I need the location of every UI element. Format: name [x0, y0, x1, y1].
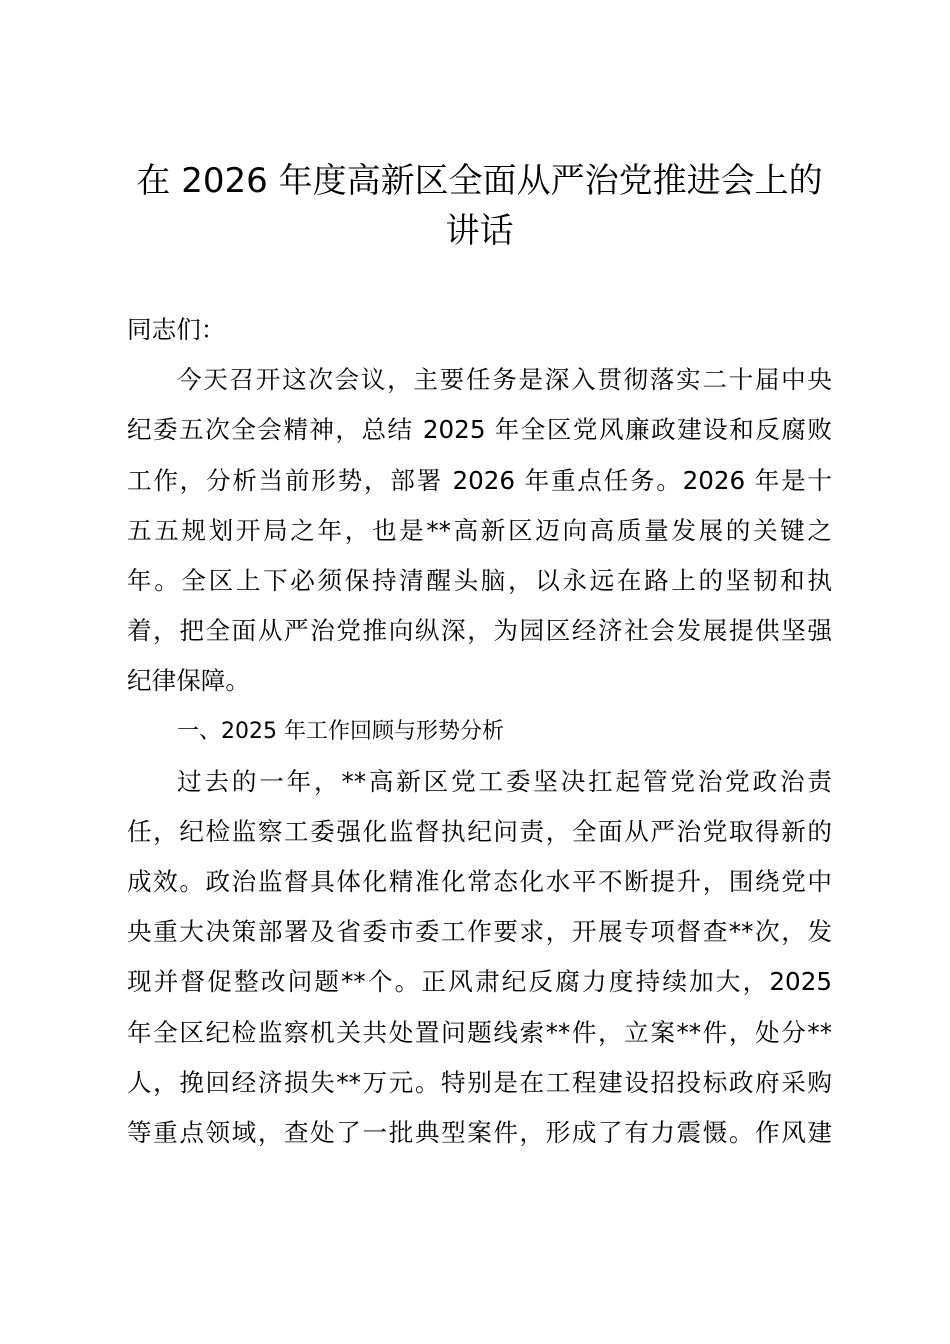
paragraph-line: 任，纪检监察工委强化监督执纪问责，全面从严治党取得新的 [127, 816, 832, 846]
paragraph-line: 人，挽回经济损失**万元。特别是在工程建设招投标政府采购 [127, 1067, 832, 1097]
salutation: 同志们： [127, 315, 226, 344]
paragraph-line: 成效。政治监督具体化精准化常态化水平不断提升，围绕党中 [127, 867, 832, 897]
document-title [127, 156, 832, 256]
section-heading: 一、2025 年工作回顾与形势分析 [177, 718, 504, 744]
paragraph-line: 今天召开这次会议，主要任务是深入贯彻落实二十届中央 [177, 365, 832, 395]
paragraph-opening [127, 355, 832, 706]
title-line-1: 在 2026 年度高新区全面从严治党推进会上的 [136, 161, 823, 201]
paragraph-line: 等重点领域，查处了一批典型案件，形成了有力震慑。作风建 [127, 1118, 832, 1147]
paragraph-line: 央重大决策部署及省委市委工作要求，开展专项督查**次，发 [127, 917, 832, 947]
paragraph-line: 工作，分析当前形势，部署 2026 年重点任务。2026 年是十 [127, 465, 832, 495]
document-body [127, 305, 832, 1158]
paragraph-line: 过去的一年，**高新区党工委坚决扛起管党治党政治责 [177, 766, 832, 796]
paragraph-review [127, 757, 832, 1159]
paragraph-line: 年。全区上下必须保持清醒头脑，以永远在路上的坚韧和执 [127, 565, 832, 595]
paragraph-line: 纪委五次全会精神，总结 2025 年全区党风廉政建设和反腐败 [127, 415, 832, 445]
paragraph-line: 年全区纪检监察机关共处置问题线索**件，立案**件，处分** [127, 1017, 832, 1047]
paragraph-line: 纪律保障。 [127, 666, 250, 696]
title-line-2: 讲话 [445, 211, 514, 251]
paragraph-line: 五五规划开局之年，也是**高新区迈向高质量发展的关键之 [127, 515, 832, 545]
paragraph-line: 现并督促整改问题**个。正风肃纪反腐力度持续加大，2025 [127, 967, 832, 997]
paragraph-line: 着，把全面从严治党推向纵深，为园区经济社会发展提供坚强 [127, 616, 832, 646]
